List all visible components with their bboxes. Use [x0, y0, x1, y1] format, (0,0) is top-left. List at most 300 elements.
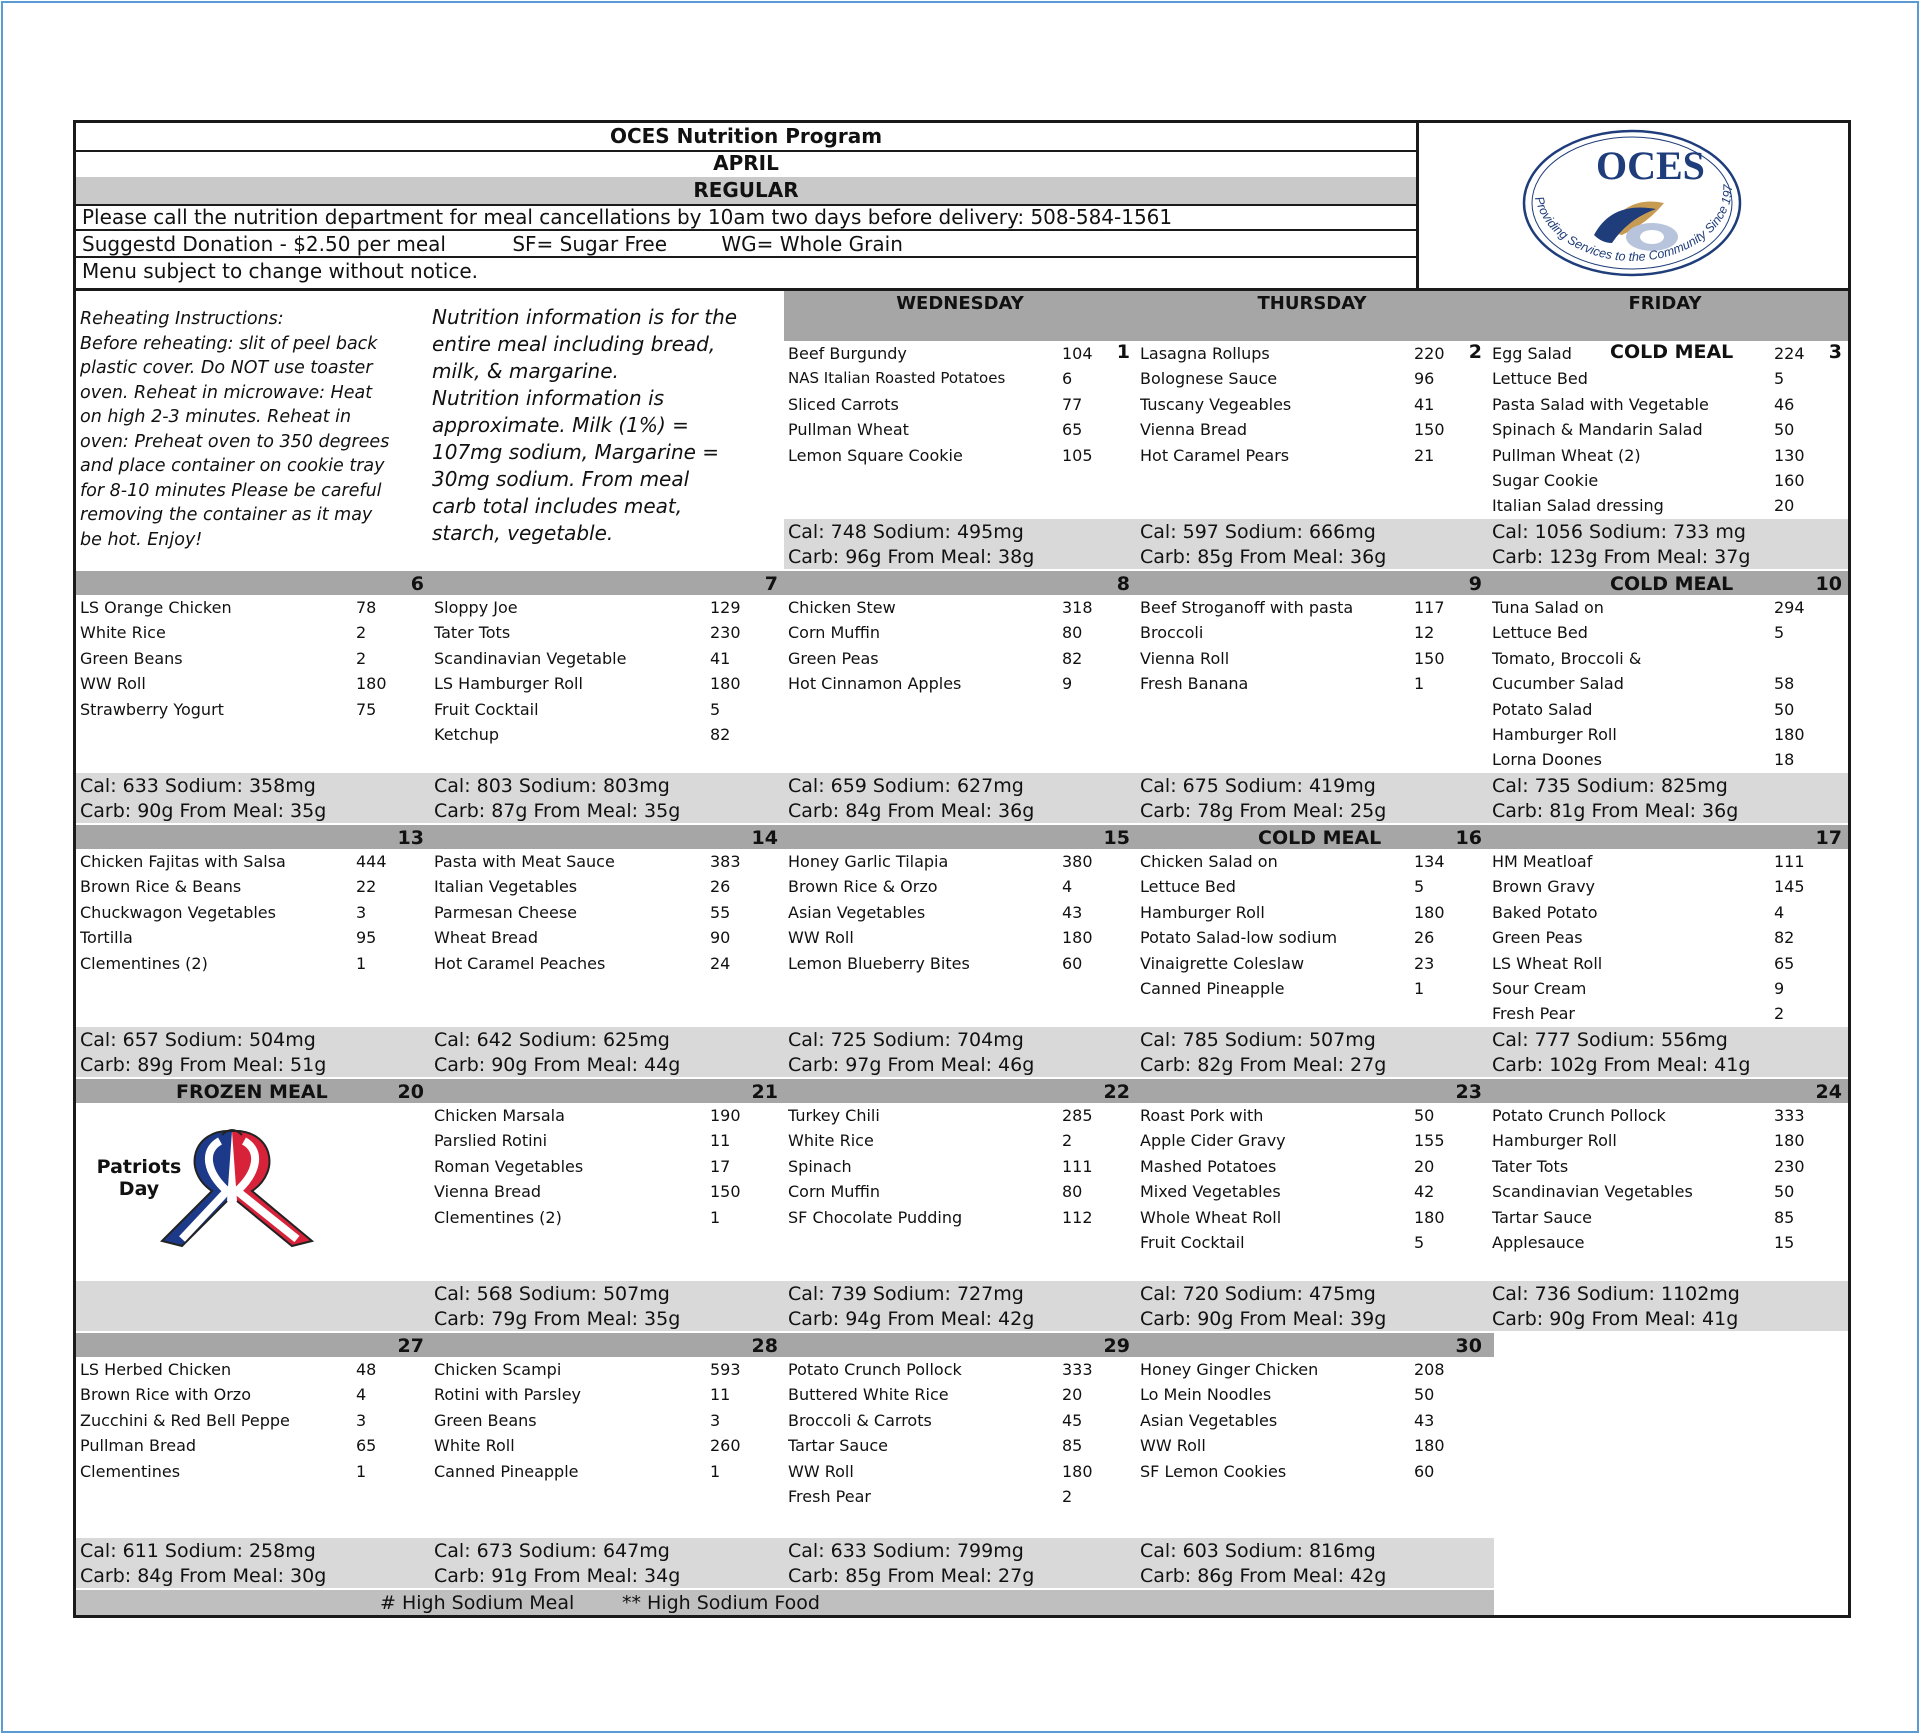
menu-item — [1492, 874, 1842, 899]
nutrition-note-line: approximate. Milk (1%) = — [432, 413, 689, 437]
menu-item-name: Tuna Salad on — [1492, 598, 1604, 617]
menu-item — [80, 1382, 424, 1407]
menu-item-name: Vienna Bread — [434, 1182, 542, 1202]
menu-item-sodium: 60 — [1062, 953, 1083, 973]
menu-item — [80, 925, 424, 950]
menu-item-sodium: 190 — [710, 1106, 741, 1125]
menu-item-name: Lorna Doones — [1492, 750, 1602, 770]
menu-item-sodium: 1 — [710, 1461, 721, 1481]
menu-item — [1140, 1433, 1482, 1458]
carb-summary: Carb: 78g From Meal: 25g — [1140, 800, 1387, 822]
menu-item-sodium: 15 — [1774, 1233, 1795, 1252]
menu-item — [1492, 493, 1842, 518]
menu-item-name: Whole Wheat Roll — [1140, 1207, 1282, 1227]
reheating-line: Before reheating: slit of peel back — [80, 333, 378, 354]
menu-item-name: Ketchup — [434, 725, 500, 744]
menu-item — [1492, 925, 1842, 950]
calorie-sodium-summary: Cal: 611 Sodium: 258mg — [80, 1540, 316, 1562]
menu-item-sodium: 1 — [356, 1461, 367, 1481]
menu-item-sodium: 380 — [1062, 852, 1093, 871]
menu-item-name: LS Hamburger Roll — [434, 674, 583, 694]
menu-item-name: Spinach & Mandarin Salad — [1492, 420, 1703, 440]
menu-item-sodium: 95 — [356, 928, 377, 948]
menu-item — [788, 443, 1130, 468]
menu-item-sodium: 3 — [710, 1410, 721, 1430]
nutrition-note-line: milk, & margarine. — [432, 359, 619, 383]
menu-item-sodium: 2 — [1062, 1487, 1073, 1506]
menu-item — [434, 671, 778, 696]
date-number: 10 — [1815, 573, 1842, 595]
date-number: 2 — [1468, 341, 1482, 363]
date-number: 13 — [397, 827, 424, 849]
menu-item — [1140, 1103, 1482, 1128]
menu-item-sodium: 260 — [710, 1436, 741, 1456]
carb-summary: Carb: 123g From Meal: 37g — [1492, 546, 1751, 568]
menu-item-sodium: 5 — [710, 699, 721, 719]
menu-item — [1492, 341, 1842, 366]
date-band — [76, 571, 1848, 595]
menu-item-sodium: 180 — [1062, 1461, 1093, 1481]
menu-item — [1140, 366, 1482, 391]
reheating-line: Reheating Instructions: — [80, 309, 284, 329]
date-number: 6 — [410, 573, 424, 595]
menu-item-sodium: 3 — [356, 1410, 367, 1430]
menu-item-name: Tartar Sauce — [788, 1436, 888, 1456]
menu-item-name: Apple Cider Gravy — [1140, 1131, 1286, 1151]
menu-item-name: Tartar Sauce — [1492, 1207, 1592, 1227]
carb-summary: Carb: 97g From Meal: 46g — [788, 1054, 1035, 1076]
menu-item — [1140, 1154, 1482, 1179]
sf-legend: SF= Sugar Free — [512, 232, 668, 256]
menu-item-name: Zucchini & Red Bell Peppe — [80, 1410, 290, 1430]
menu-item — [1492, 697, 1842, 722]
menu-item-name: Sugar Cookie — [1492, 471, 1599, 490]
date-number: 21 — [751, 1081, 778, 1103]
menu-item-sodium: 6 — [1062, 369, 1073, 389]
menu-item-name: NAS Italian Roasted Potatoes — [788, 369, 1006, 388]
menu-item-name: Fresh Banana — [1140, 674, 1249, 694]
menu-item-name: Beef Burgundy — [788, 344, 907, 363]
menu-item-sodium: 75 — [356, 699, 377, 719]
menu-item-sodium: 180 — [1774, 725, 1805, 744]
menu-item-sodium: 96 — [1414, 369, 1435, 389]
menu-item-name: Pullman Wheat (2) — [1492, 445, 1641, 465]
calorie-sodium-summary: Cal: 673 Sodium: 647mg — [434, 1540, 670, 1562]
menu-type: REGULAR — [76, 177, 1416, 206]
menu-item-sodium: 593 — [710, 1360, 741, 1379]
menu-item — [1140, 1128, 1482, 1153]
menu-item-sodium: 26 — [710, 877, 731, 897]
cancellation-note: Please call the nutrition department for meal cancellations by 10am two days before delivery: 508-584-1561 — [76, 204, 1416, 231]
menu-item-name: Strawberry Yogurt — [80, 699, 224, 719]
calorie-sodium-summary: Cal: 642 Sodium: 625mg — [434, 1029, 670, 1051]
menu-item — [788, 646, 1130, 671]
menu-item — [1492, 747, 1842, 772]
high-sodium-meal-legend: # High Sodium Meal — [380, 1592, 575, 1614]
menu-item-name: WW Roll — [1140, 1436, 1206, 1456]
menu-item — [1492, 1179, 1842, 1204]
menu-item-name: Chicken Scampi — [434, 1360, 562, 1379]
calorie-sodium-summary: Cal: 739 Sodium: 727mg — [788, 1283, 1024, 1305]
menu-item-name: Lemon Blueberry Bites — [788, 953, 970, 973]
oces-logo — [1416, 123, 1848, 291]
menu-item — [788, 1382, 1130, 1407]
menu-item-sodium: 20 — [1062, 1385, 1083, 1405]
menu-item — [1140, 443, 1482, 468]
menu-item-sodium: 22 — [356, 877, 377, 897]
menu-item — [1140, 1179, 1482, 1204]
menu-item-name: Green Peas — [1492, 928, 1583, 948]
menu-item-sodium: 11 — [710, 1385, 731, 1405]
menu-item — [434, 900, 778, 925]
menu-item — [434, 1408, 778, 1433]
menu-item — [434, 1128, 778, 1153]
carb-summary: Carb: 86g From Meal: 42g — [1140, 1565, 1387, 1587]
menu-item-sodium: 230 — [710, 623, 741, 643]
menu-item-name: Clementines (2) — [80, 953, 208, 973]
menu-item — [788, 1128, 1130, 1153]
menu-item — [1492, 900, 1842, 925]
menu-item-name: Roman Vegetables — [434, 1156, 584, 1176]
menu-item-sodium: 129 — [710, 598, 741, 617]
menu-item — [1492, 1128, 1842, 1153]
reheating-line: oven. Reheat in microwave: Heat — [80, 382, 373, 403]
menu-item-sodium: 50 — [1414, 1106, 1435, 1125]
menu-item-sodium: 45 — [1062, 1410, 1083, 1430]
menu-item-name: Sloppy Joe — [434, 598, 518, 617]
date-number: 9 — [1468, 573, 1482, 595]
menu-item — [1140, 595, 1482, 620]
menu-item — [1492, 671, 1842, 696]
menu-item — [788, 1179, 1130, 1204]
menu-item — [788, 900, 1130, 925]
menu-item — [788, 392, 1130, 417]
menu-item-name: WW Roll — [788, 928, 854, 948]
menu-item — [788, 341, 1130, 366]
calorie-sodium-summary: Cal: 597 Sodium: 666mg — [1140, 521, 1376, 543]
menu-item — [788, 1408, 1130, 1433]
calorie-sodium-summary: Cal: 675 Sodium: 419mg — [1140, 775, 1376, 797]
menu-item-sodium: 12 — [1414, 623, 1435, 643]
menu-item — [788, 595, 1130, 620]
menu-item — [434, 1357, 778, 1382]
menu-item-sodium: 50 — [1774, 420, 1795, 440]
menu-item-name: Lettuce Bed — [1492, 623, 1588, 643]
menu-item-sodium: 134 — [1414, 852, 1445, 871]
menu-item-name: Canned Pineapple — [1140, 979, 1285, 998]
carb-summary: Carb: 90g From Meal: 39g — [1140, 1308, 1387, 1330]
menu-item-name: Spinach — [788, 1156, 852, 1176]
menu-item-sodium: 180 — [1062, 928, 1093, 948]
menu-item — [1140, 671, 1482, 696]
carb-summary: Carb: 82g From Meal: 27g — [1140, 1054, 1387, 1076]
menu-item — [434, 1433, 778, 1458]
menu-item — [80, 1357, 424, 1382]
menu-item-sodium: 180 — [356, 674, 387, 694]
calorie-sodium-summary: Cal: 720 Sodium: 475mg — [1140, 1283, 1376, 1305]
menu-item — [1492, 443, 1842, 468]
menu-item-name: Lemon Square Cookie — [788, 445, 963, 465]
menu-item-name: LS Wheat Roll — [1492, 953, 1603, 973]
month-title: APRIL — [76, 150, 1416, 179]
nutrition-note-line: carb total includes meat, — [432, 494, 683, 518]
menu-item-name: Corn Muffin — [788, 1182, 881, 1202]
reheating-line: removing the container as it may — [80, 505, 373, 525]
menu-item-sodium: 50 — [1774, 699, 1795, 719]
menu-item-name: WW Roll — [80, 674, 146, 694]
reheating-line: on high 2-3 minutes. Reheat in — [80, 407, 352, 427]
carb-summary: Carb: 84g From Meal: 36g — [788, 800, 1035, 822]
menu-item — [80, 620, 424, 645]
menu-item — [1492, 392, 1842, 417]
menu-item-name: Hot Cinnamon Apples — [788, 674, 962, 694]
menu-item — [1492, 646, 1842, 671]
menu-item — [1140, 1357, 1482, 1382]
menu-item-name: Corn Muffin — [788, 623, 881, 643]
menu-item-sodium: 4 — [356, 1385, 367, 1405]
menu-item — [788, 951, 1130, 976]
calorie-sodium-summary: Cal: 803 Sodium: 803mg — [434, 775, 670, 797]
menu-item — [788, 1433, 1130, 1458]
menu-item-sodium: 65 — [1774, 953, 1795, 973]
carb-summary: Carb: 102g From Meal: 41g — [1492, 1054, 1751, 1076]
menu-item — [788, 671, 1130, 696]
menu-item-sodium: 160 — [1774, 471, 1805, 490]
menu-item — [434, 722, 778, 747]
menu-item-sodium: 150 — [710, 1182, 741, 1202]
menu-item — [434, 697, 778, 722]
reheating-line: and place container on cookie tray — [80, 456, 385, 476]
menu-item-sodium: 20 — [1414, 1156, 1435, 1176]
calorie-sodium-summary: Cal: 1056 Sodium: 733 mg — [1492, 521, 1746, 543]
menu-item — [788, 849, 1130, 874]
menu-item — [434, 1459, 778, 1484]
menu-item — [1492, 1230, 1842, 1255]
menu-item-name: Parslied Rotini — [434, 1131, 548, 1151]
menu-item-sodium: 105 — [1062, 445, 1093, 465]
menu-item-sodium: 111 — [1774, 852, 1805, 871]
menu-item — [434, 951, 778, 976]
date-number: 16 — [1455, 827, 1482, 849]
menu-item-name: Lo Mein Noodles — [1140, 1385, 1272, 1405]
menu-item-name: Potato Salad-low sodium — [1140, 928, 1338, 948]
menu-item-sodium: 11 — [710, 1131, 731, 1151]
menu-item — [1140, 417, 1482, 442]
menu-item-name: Egg Salad — [1492, 344, 1572, 363]
menu-item — [1492, 468, 1842, 493]
menu-item-name: Vienna Bread — [1140, 420, 1248, 440]
carb-summary: Carb: 79g From Meal: 35g — [434, 1308, 681, 1330]
menu-item-sodium: 1 — [710, 1207, 721, 1227]
menu-item-name: Honey Garlic Tilapia — [788, 852, 949, 871]
menu-item — [1140, 646, 1482, 671]
date-band — [76, 1079, 1848, 1103]
menu-item-name: LS Herbed Chicken — [80, 1360, 232, 1379]
menu-item-name: Lettuce Bed — [1492, 369, 1588, 389]
menu-item-sodium: 80 — [1062, 1182, 1083, 1202]
menu-item-name: White Rice — [788, 1131, 874, 1151]
menu-item — [788, 417, 1130, 442]
menu-item-sodium: 46 — [1774, 394, 1795, 414]
menu-item-sodium: 2 — [1774, 1004, 1785, 1024]
menu-item — [1140, 951, 1482, 976]
date-number: 24 — [1815, 1081, 1842, 1103]
menu-item-sodium: 82 — [1062, 648, 1083, 668]
date-band — [76, 1333, 1494, 1357]
menu-item — [434, 1205, 778, 1230]
menu-item — [80, 697, 424, 722]
nutrition-note-line: 107mg sodium, Margarine = — [432, 440, 720, 464]
menu-item-name: Roast Pork with — [1140, 1106, 1264, 1125]
menu-item — [788, 366, 1130, 391]
date-number: 30 — [1455, 1335, 1482, 1357]
menu-item-name: Italian Salad dressing — [1492, 496, 1664, 516]
logo-tagline: Providing Services to the Community Since 197 — [1532, 184, 1736, 265]
menu-item — [1140, 1230, 1482, 1255]
menu-item — [80, 671, 424, 696]
menu-item — [1140, 925, 1482, 950]
menu-item-sodium: 383 — [710, 852, 741, 871]
menu-item — [80, 849, 424, 874]
menu-item-name: Fruit Cocktail — [434, 699, 539, 719]
menu-item-sodium: 17 — [710, 1156, 731, 1176]
menu-item — [1140, 1205, 1482, 1230]
menu-item-name: Cucumber Salad — [1492, 674, 1624, 694]
menu-item-sodium: 180 — [1414, 1436, 1445, 1456]
high-sodium-food-legend: ** High Sodium Food — [622, 1592, 820, 1614]
menu-item — [80, 874, 424, 899]
menu-item-name: WW Roll — [788, 1461, 854, 1481]
calorie-sodium-summary: Cal: 735 Sodium: 825mg — [1492, 775, 1728, 797]
menu-item — [434, 1179, 778, 1204]
menu-item-name: Fresh Pear — [1492, 1004, 1575, 1024]
carb-summary: Carb: 89g From Meal: 51g — [80, 1054, 327, 1076]
menu-item-name: Broccoli & Carrots — [788, 1410, 932, 1430]
menu-item-name: Green Beans — [80, 648, 183, 668]
menu-item-sodium: 4 — [1774, 902, 1785, 922]
calorie-sodium-summary: Cal: 748 Sodium: 495mg — [788, 521, 1024, 543]
menu-item — [1140, 976, 1482, 1001]
menu-item — [1140, 1408, 1482, 1433]
date-number: 17 — [1815, 827, 1842, 849]
menu-item-sodium: 82 — [1774, 928, 1795, 948]
menu-item-sodium: 145 — [1774, 877, 1805, 897]
menu-item-sodium: 42 — [1414, 1182, 1435, 1202]
date-number: 15 — [1103, 827, 1130, 849]
menu-item-sodium: 318 — [1062, 598, 1093, 617]
menu-item-name: Beef Stroganoff with pasta — [1140, 598, 1354, 617]
menu-item-name: Clementines (2) — [434, 1207, 562, 1227]
menu-item — [1492, 620, 1842, 645]
menu-item-sodium: 50 — [1414, 1385, 1435, 1405]
menu-item-name: Fruit Cocktail — [1140, 1233, 1245, 1252]
reheating-line: oven: Preheat oven to 350 degrees — [80, 431, 390, 452]
menu-item-name: Chicken Fajitas with Salsa — [80, 852, 286, 871]
menu-item-sodium: 333 — [1062, 1360, 1093, 1379]
menu-item-sodium: 333 — [1774, 1106, 1805, 1125]
carb-summary: Carb: 85g From Meal: 36g — [1140, 546, 1387, 568]
menu-item-name: SF Lemon Cookies — [1140, 1461, 1287, 1481]
nutrition-note-line: Nutrition information is — [432, 386, 665, 410]
menu-item — [434, 925, 778, 950]
menu-item-sodium: 9 — [1774, 979, 1785, 998]
menu-item-sodium: 180 — [1774, 1131, 1805, 1151]
holiday-label: Patriots Day — [96, 1156, 182, 1200]
menu-item-name: Mashed Potatoes — [1140, 1156, 1277, 1176]
menu-item-name: Chicken Stew — [788, 598, 896, 617]
menu-item-sodium: 48 — [356, 1360, 377, 1379]
menu-item-name: Wheat Bread — [434, 928, 538, 948]
menu-item-sodium: 180 — [710, 674, 741, 694]
carb-summary: Carb: 91g From Meal: 34g — [434, 1565, 681, 1587]
menu-item-name: Lettuce Bed — [1140, 877, 1236, 897]
menu-item — [80, 646, 424, 671]
calorie-sodium-summary: Cal: 633 Sodium: 358mg — [80, 775, 316, 797]
menu-item-name: Fresh Pear — [788, 1487, 871, 1506]
donation-text: Suggestd Donation - $2.50 per meal — [82, 232, 446, 256]
menu-item-name: Pullman Wheat — [788, 420, 909, 440]
menu-item — [434, 1382, 778, 1407]
calorie-sodium-summary: Cal: 633 Sodium: 799mg — [788, 1540, 1024, 1562]
menu-item-sodium: 1 — [356, 953, 367, 973]
menu-item-sodium: 21 — [1414, 445, 1435, 465]
menu-item-sodium: 4 — [1062, 877, 1073, 897]
menu-item-name: Sliced Carrots — [788, 394, 899, 414]
menu-item-name: Buttered White Rice — [788, 1385, 949, 1405]
menu-sheet — [73, 120, 1851, 1618]
menu-item-sodium: 90 — [710, 928, 731, 948]
menu-item-sodium: 5 — [1414, 1233, 1425, 1252]
menu-item-name: Tuscany Vegeables — [1140, 394, 1292, 414]
menu-item-sodium: 85 — [1774, 1207, 1795, 1227]
menu-item — [1492, 1001, 1842, 1026]
menu-item-name: Brown Rice & Beans — [80, 877, 242, 897]
menu-item-name: Sour Cream — [1492, 979, 1587, 998]
carb-summary: Carb: 94g From Meal: 42g — [788, 1308, 1035, 1330]
menu-item-sodium: 180 — [1414, 1207, 1445, 1227]
menu-item — [434, 1103, 778, 1128]
date-number: 14 — [751, 827, 778, 849]
nutrition-note-line: Nutrition information is for the — [432, 305, 738, 329]
menu-item — [788, 1154, 1130, 1179]
meal-tag: COLD MEAL — [1610, 341, 1734, 363]
menu-item-name: Italian Vegetables — [434, 877, 578, 897]
date-number: 3 — [1828, 341, 1842, 363]
menu-item-name: Turkey Chili — [788, 1106, 880, 1125]
menu-item-name: Tater Tots — [434, 623, 511, 643]
menu-item — [1140, 849, 1482, 874]
menu-item-sodium: 180 — [1414, 902, 1445, 922]
menu-item-name: Brown Rice with Orzo — [80, 1385, 251, 1405]
menu-item — [80, 1433, 424, 1458]
menu-item-sodium: 60 — [1414, 1461, 1435, 1481]
menu-item-sodium: 26 — [1414, 928, 1435, 948]
menu-item-name: SF Chocolate Pudding — [788, 1207, 963, 1227]
menu-item — [434, 874, 778, 899]
meal-tag: COLD MEAL — [1610, 573, 1734, 595]
menu-item — [1140, 392, 1482, 417]
menu-item-sodium: 230 — [1774, 1156, 1805, 1176]
menu-item — [788, 620, 1130, 645]
menu-item-name: Broccoli — [1140, 623, 1204, 643]
menu-item-name: Potato Crunch Pollock — [1492, 1106, 1666, 1125]
menu-item-name: Asian Vegetables — [788, 902, 926, 922]
menu-item-name: LS Orange Chicken — [80, 598, 232, 617]
menu-item-name: Canned Pineapple — [434, 1461, 579, 1481]
menu-item — [1492, 1205, 1842, 1230]
calorie-sodium-summary: Cal: 568 Sodium: 507mg — [434, 1283, 670, 1305]
menu-item-sodium: 1 — [1414, 674, 1425, 694]
